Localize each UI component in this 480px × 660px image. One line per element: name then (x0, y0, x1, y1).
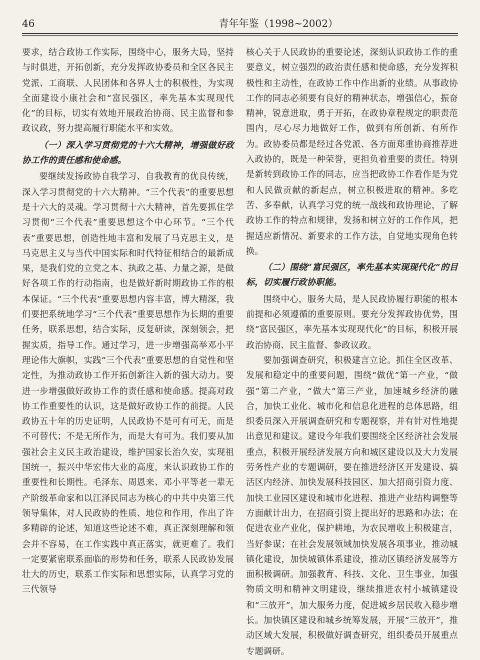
paragraph: 要加强调查研究，积极建言立论。抓住全区改革、发展和稳定中的重要问题，围绕“做优”第一产业，“做强”第二产业，“做大”第三产业，加速城乡经济的融合，加快工业化、城市化和信息化进程的总体思路，组织委员深入开展调查研究和专题视察，并有针对性地提出意见和建议。建设今年我们要围绕全区经济社会发展重点，积极开展经济发展方向和城区建设以及大力发展劳务性产业的专题调研，要在推进经济区开发建设、搞活区内经济、加快发展科技园区、加大招商引资力度、加快工业园区建设和城市化进程、推进产业结构调整等方面献计出力，在招商引资上提出好的思路和办法；在促进农业产业化，保护耕地，为农民增收上积极建言，当好参谋；在社会发展领域加快发展各项事业，推动城镇化建设，加快城镇体系建设，推动区镇经济发展等方面积极调研。加强教育、科技、文化、卫生事业，加强物质文明和精神文明建设，继续推进农村小城镇建设和“三放开”，加大服务力度，促进城乡居民收入稳步增长。加快镇区建设和城乡统筹发展，开展“三放开”，推动区域大发展，积极做好调查研究，组织委员开展重点专题调研。 (246, 355, 458, 657)
right-column (246, 46, 458, 660)
paragraph: 核心关于人民政协的重要论述，深刻认识政协工作的重要意义，树立强烈的政治责任感和使命感，充分发挥积极性和主动性，在政协工作中作出新的业绩。从事政协工作的同志必须要有良好的精神状态，增强信心，振奋精神，锐意进取，勇于开拓，在政协章程规定的职责范围内，尽心尽力地做好工作，做到有所创新、有所作为。政协委员都是经过各党派、各方面郑重协商推荐进入政协的，既是一种荣誉，更担负着重要的责任。特别是新转到政协工作的同志，应当把政协工作看作是为党和人民做贡献的新起点，树立积极进取的精神。多吃苦、多奉献，认真学习党的统一战线和政协理论，了解政协工作的特点和规律，发扬和树立好的工作作风，把握适应新情况、新要求的工作方法，自觉地实现角色转换。 (246, 48, 458, 257)
section-heading: （一）深入学习贯彻党的十六大精神，增强做好政协工作的责任感和使命感。 (22, 140, 234, 167)
paragraph: 要继续发扬政协自我学习、自我教育的优良传统，深入学习贯彻党的十六大精神。“三个代表”的重要思想是十六大的灵魂。学习贯彻十六大精神，首先要抓住学习贯彻“三个代表”重要思想这个中心环节。“三个代表”重要思想，创造性地丰富和发展了马克思主义，是马克思主义与当代中国实际和时代特征相结合的最新成果，是我们党的立党之本、执政之基、力量之源，是做好各项工作的行动指南，也是做好新时期政协工作的根本保证。“三个代表”重要思想内容丰富，博大精深，我们要把系统地学习“三个代表”重要思想作为长期的重要任务，联系思想，结合实际，反复研读，深刻领会，把握实质，指导工作。通过学习，进一步增强高举邓小平理论伟大旗帜，实践“三个代表”重要思想的自觉性和坚定性，为推动政协工作开拓创新注入新的强大动力。要进一步增强做好政协工作的责任感和使命感。提高对政协工作重要性的认识，这是做好政协工作的前提。人民政协五十年的历史证明，人民政协不是可有可无，而是不可替代；不是无所作为，而是大有可为。我们要从加强社会主义民主政治建设，维护国家长治久安，实现祖国统一，振兴中华宏伟大业的高度，来认识政协工作的重要性和长期性。毛泽东、周恩来、邓小平等老一辈无产阶级革命家和以江泽民同志为核心的中共中央第三代领导集体，对人民政协的性质、地位和作用，作出了许多精辟的论述，知道这些论述不难，真正深刻理解和领会并不容易，在工作实践中真正落实，就更难了。我们一定要紧密联系面临的形势和任务，联系人民政协发展壮大的历史，联系工作实际和思想实际，认真学习党的三代领导 (22, 172, 234, 596)
header-rule (22, 33, 458, 34)
page-header (22, 14, 458, 30)
header-rule-thin (22, 35, 458, 36)
text-columns (22, 46, 458, 660)
section-heading: （二）围绕“富民强区，率先基本实现现代化”的目标，切实履行政协职能。 (246, 263, 458, 289)
paragraph: 围绕中心，服务大局，是人民政协履行职能的根本前提和必须遵循的重要原则。要充分发挥政协优势，围绕“富民强区，率先基本实现现代化”的目标，积极开展政治协商、民主监督、参政议政。 (246, 294, 458, 351)
page-number: 46 (22, 19, 35, 30)
left-column (22, 46, 234, 660)
paragraph: 要求，结合政协工作实际，围绕中心，服务大局，坚持与时俱进，开拓创新，充分发挥政协委员和全区各民主党派、工商联、人民团体和各界人士的积极性，为实现全面建设小康社会和“富民强区，率先基本实现现代化”的目标，切实有效地开展政治协商、民主监督和参政议政，努力提高履行职能水平和实效。 (22, 48, 234, 135)
book-title: 青年年鉴（1998~2002） (218, 19, 338, 30)
